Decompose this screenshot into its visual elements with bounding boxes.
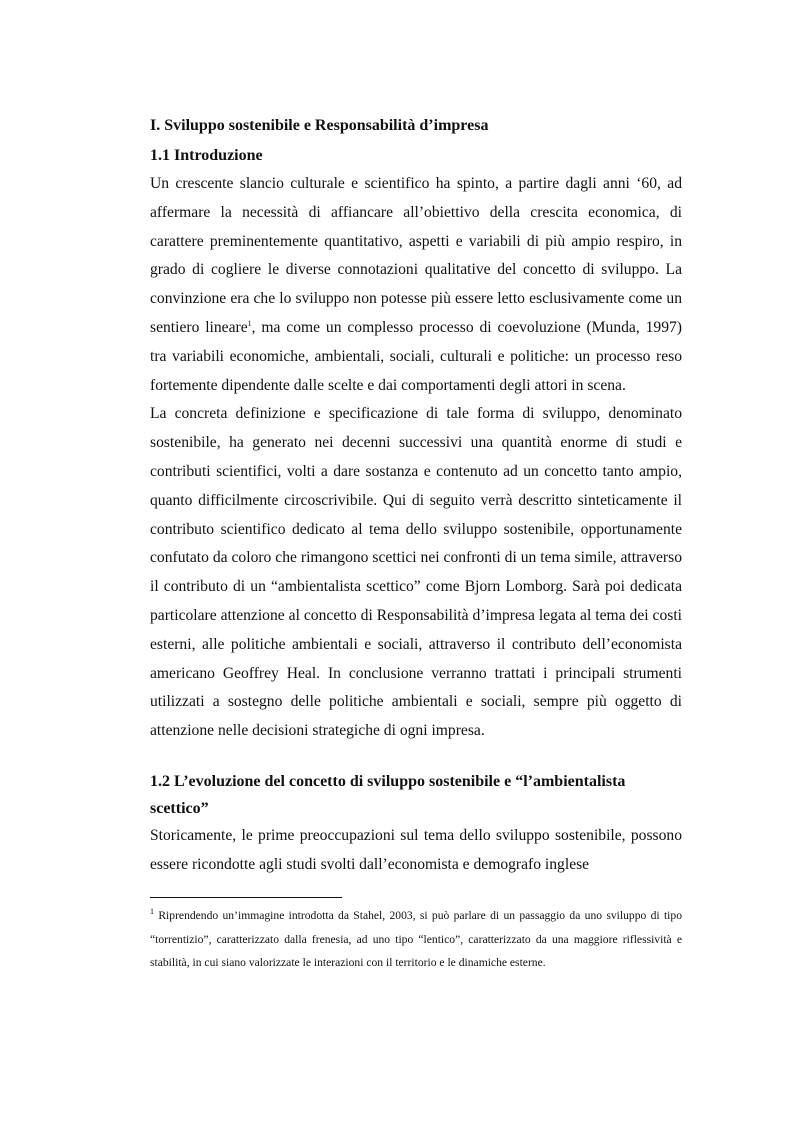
main-text [150,112,682,880]
footnote-text: Riprendendo un’immagine introdotta da Stahel, 2003, si può parlare di un passaggio da uno sviluppo di tipo “torrentizio”, caratterizzato dalla frenesia, ad uno tipo “lentico”, caratterizzato da una maggiore riflessività e stabilità, in cui siano valorizzate le interazioni con il territorio e le dinamiche esterne. [150,909,682,970]
paragraph: La concreta definizione e specificazione di tale forma di sviluppo, denominato sostenibile, ha generato nei decenni successivi una quantità enorme di studi e contributi scientifici, volti a dare sostanza e contenuto ad un concetto tanto ampio, quanto difficilmente circoscrivibile. Qui di seguito verrà descritto sinteticamente il contributo scientifico dedicato al tema dello sviluppo sostenibile, opportunamente confutato da coloro che rimangono scettici nei confronti di un tema simile, attraverso il contributo di un “ambientalista scettico” come Bjorn Lomborg. Sarà poi dedicata particolare attenzione al concetto di Responsabilità d’impresa legata al tema dei costi esterni, alle politiche ambientali e sociali, attraverso il contributo dell’economista americano Geoffrey Heal. In conclusione verranno trattati i principali strumenti utilizzati a sostegno delle politiche ambientali e sociali, sempre più oggetto di attenzione nelle decisioni strategiche di ogni impresa. [150,405,682,740]
footnote-number: 1 [150,907,154,917]
paragraph: Storicamente, le prime preoccupazioni sul tema dello sviluppo sostenibile, possono essere ricondotte agli studi svolti dall’economista e demografo inglese [150,826,682,873]
section-title-evoluzione: 1.2 L’evoluzione del concetto di sviluppo sostenibile e “l’ambientalista scettico” [150,772,626,817]
footnote [150,904,682,975]
chapter-title: I. Sviluppo sostenibile e Responsabilità d’impresa [150,117,489,134]
section-title-introduzione: 1.1 Introduzione [150,147,263,164]
footnote-reference[interactable]: 1 [247,318,252,328]
paragraph-text: , ma come un complesso processo di coevoluzione (Munda, 1997) tra variabili economiche, ambientali, sociali, culturali e politiche: un processo reso fortemente dipendente dalle scelte e dai comportamenti degli attori in scena. [150,318,682,394]
footnote-separator [150,897,342,898]
paragraph-text: Un crescente slancio culturale e scientifico ha spinto, a partire dagli anni ‘60, ad affermare la necessità di affiancare all’obiettivo della crescita economica, di carattere preminentemente quantitativo, aspetti e variabili di più ampio respiro, in grado di cogliere le diverse connotazioni qualitative del concetto di sviluppo. La convinzione era che lo sviluppo non potesse più essere letto esclusivamente come un sentiero lineare [150,175,682,336]
paragraph [150,170,682,400]
